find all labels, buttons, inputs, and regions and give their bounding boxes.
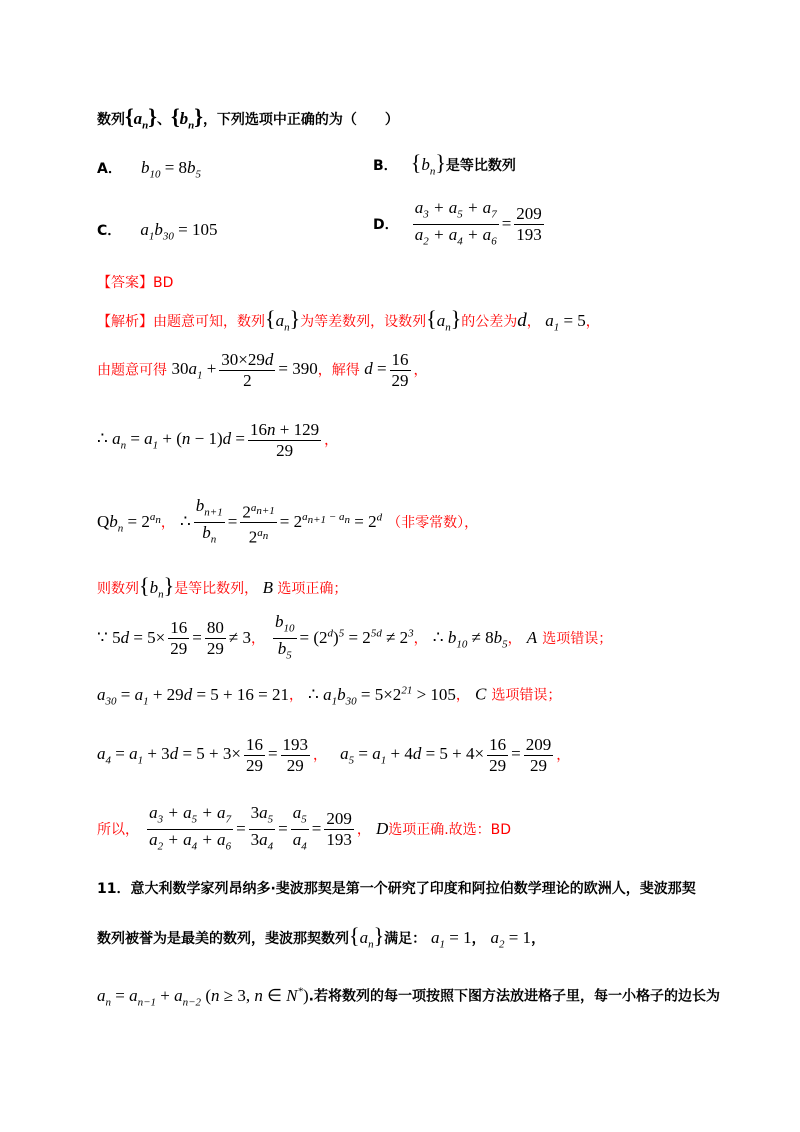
analysis-line-1: 【解析】由题意可知，数列$\{a_n\}$为等差数列，设数列$\{a_n\}$的公差为d， $a_1 = 5$， [97,306,600,334]
option-d [373,198,547,252]
option-d-math: $\frac{a_3 + a_5 + a_7}{a_2 + a_4 + a_6}$ = $\frac{209}{193}$ [414,198,542,248]
math-d-value: d = $\frac{16}{29}$ [364,350,409,390]
math-set-b: $\{b_n\}$ [139,573,175,601]
math-set-b: $\{b_n\}$ [170,104,203,132]
answer-line [97,272,173,292]
math-init-2: $a_2 = 1$ [490,928,532,951]
analysis-line-2: 由题意可得 $30a_1$ + $\frac{30\times 29d}{2}$ = 390，解得 d = $\frac{16}{29}$ ， [97,350,428,390]
analysis-wrong-c: 选项错误； [491,687,562,704]
analysis-line-5 [97,573,347,600]
option-b-label: B． [373,158,398,174]
analysis-text: 为等差数列，设数列 [300,314,427,330]
q11-text: 满足： [384,931,427,947]
analysis-text: 选项正确； [277,581,348,597]
math-A: A [526,627,538,647]
analysis-note: （非零常数） [387,514,465,531]
analysis-line-7: $a_{30} = a_1 + 29d = 5 + 16 = 21$， ∴ $a_1b_{30} = 5\times 2^{21} > 105$， C 选项错误； [97,684,562,708]
math-an-formula: ∴ $a_n = a_1 + (n - 1)d$ = $\frac{16n + 129}{29}$ [97,420,320,460]
math-recurrence: $a_n = a_{n-1} + a_{n-2}$ (n ≥ 3, n ∈ N*) [97,985,309,1009]
math-B: B [262,578,273,597]
analysis-wrong-a: 选项错误； [542,630,613,647]
math-set-a: $\{a_n\}$ [349,923,385,951]
math-bn-def: $Qb_n = 2^{a_n}$ [97,511,161,535]
analysis-text: 是等比数列， [174,581,259,597]
math-D: D [375,818,389,838]
option-c [97,220,217,242]
analysis-text: 的公差为 [461,314,518,330]
math-5d: ∵ 5d = 5× $\frac{16}{29}$ = $\frac{80}{29}$ ≠ 3 [97,618,251,659]
analysis-line-3: ∴ $a_n = a_1 + (n - 1)d$ = $\frac{16n + 129}{29}$ ， [97,420,339,460]
analysis-line-6: ∵ 5d = 5× $\frac{16}{29}$ = $\frac{80}{29}$ ≠ 3， $\frac{b_{10}}{b_5}$ = $(2^d)^5 = 2^{5d} \ne 2^3$， ∴ $b_{10} \ne 8b_5$， A 选项错误； [97,612,613,662]
analysis-text: 选项正确.故选：BD [388,821,512,838]
math-a1b30: ∴ $a_1b_{30} = 5\times 2^{21} > 105$ [308,684,456,708]
math-d: d [517,310,527,331]
question-11-line-3 [97,985,720,1008]
math-a4: $a_4 = a_1 + 3d = 5 + 3\times$ $\frac{16}{29}$ = $\frac{193}{29}$ [97,735,309,775]
math-a1: $a_1 = 5$ [545,311,586,334]
question-10-stem [97,104,399,131]
option-b-math: $\{b_n\}$ [410,150,446,178]
option-b [373,150,516,177]
analysis-text: 所以， [97,821,139,838]
question-11-line-1: 11．意大利数学家列昂纳多·斐波那契是第一个研究了印度和阿拉伯数学理论的欧洲人，斐波那契 [97,881,696,897]
analysis-line-4: $Qb_n = 2^{a_n}$， ∴ $\frac{b_{n+1}}{b_n}$ = $\frac{2^{a_{n+1}}}{2^{a_n}}$ = $2^{a_{n+1} - a_n} = 2^d$ （非零常数）， [97,496,479,548]
math-C: C [475,684,487,704]
math-init-1: $a_1 = 1$ [431,928,472,951]
analysis-text: 由题意可得 [97,362,167,379]
math-set-a: $\{a_n\}$ [265,306,301,334]
option-a [97,158,201,180]
math-a5: $a_5 = a_1 + 4d = 5 + 4\times$ $\frac{16}{29}$ = $\frac{209}{29}$ [340,735,552,775]
math-set-a: $\{a_n\}$ [426,306,462,334]
math-ratio: ∴ $\frac{b_{n+1}}{b_n}$ = $\frac{2^{a_{n+1}}}{2^{a_n}}$ = $2^{a_{n+1} - a_n} = 2^d$ [179,496,383,548]
question-11-line-2: 数列被誉为是最美的数列，斐波那契数列$\{a_n\}$满足： $a_1 = 1$， $a_2 = 1$， [97,923,546,951]
stem-prefix: 数列 [97,112,125,128]
answer-value: BD [153,275,174,291]
analysis-line-9: 所以， $\frac{a_3 + a_5 + a_7}{a_2 + a_4 + a_6}$ = $\frac{3a_5}{3a_4}$ = $\frac{a_5}{a_4}$ = $\frac{209}{193}$ ， D选项正确.故选：BD [97,803,512,853]
math-b10-b5: $\frac{b_{10}}{b_5}$ = $(2^d)^5 = 2^{5d} \ne 2^3$ [275,612,414,662]
math-equation: $30a_1$ + $\frac{30\times 29d}{2}$ = 390 [171,350,318,390]
math-b10-neq: ∴ $b_{10} \ne 8b_5$ [432,627,508,651]
analysis-text: 由题意可知，数列 [153,314,265,330]
math-set-a: $\{a_n\}$ [125,104,157,132]
option-b-text: 是等比数列 [445,158,516,174]
option-c-math: $a_1b_{30} = 105$ [140,220,218,243]
option-c-label: C． [97,223,122,239]
answer-label: 【答案】 [97,275,153,291]
math-final-ratio: $\frac{a_3 + a_5 + a_7}{a_2 + a_4 + a_6}$ = $\frac{3a_5}{3a_4}$ = $\frac{a_5}{a_4}$ = $\frac{209}{193}$ [149,803,352,853]
analysis-text: ，解得 [317,362,360,379]
option-a-math: $b_{10} = 8b_5$ [140,158,202,181]
q11-text: 数列被誉为是最美的数列，斐波那契数列 [97,931,349,947]
q11-text: .若将数列的每一项按照下图方法放进格子里，每一小格子的边长为 [308,988,720,1005]
analysis-text: 则数列 [97,581,139,597]
stem-sep: 、 [156,112,171,128]
analysis-line-8: $a_4 = a_1 + 3d = 5 + 3\times$ $\frac{16}{29}$ = $\frac{193}{29}$ ， $a_5 = a_1 + 4d = 5 + 4\times$ $\frac{16}{29}$ = $\frac{209}{29}$ ， [97,735,571,775]
math-a30: $a_{30} = a_1 + 29d = 5 + 16 = 21$ [97,684,289,708]
analysis-label: 【解析】 [97,314,153,330]
option-d-label: D． [373,216,399,233]
stem-suffix: ，下列选项中正确的为（ ） [202,112,399,128]
option-a-label: A． [97,161,122,177]
